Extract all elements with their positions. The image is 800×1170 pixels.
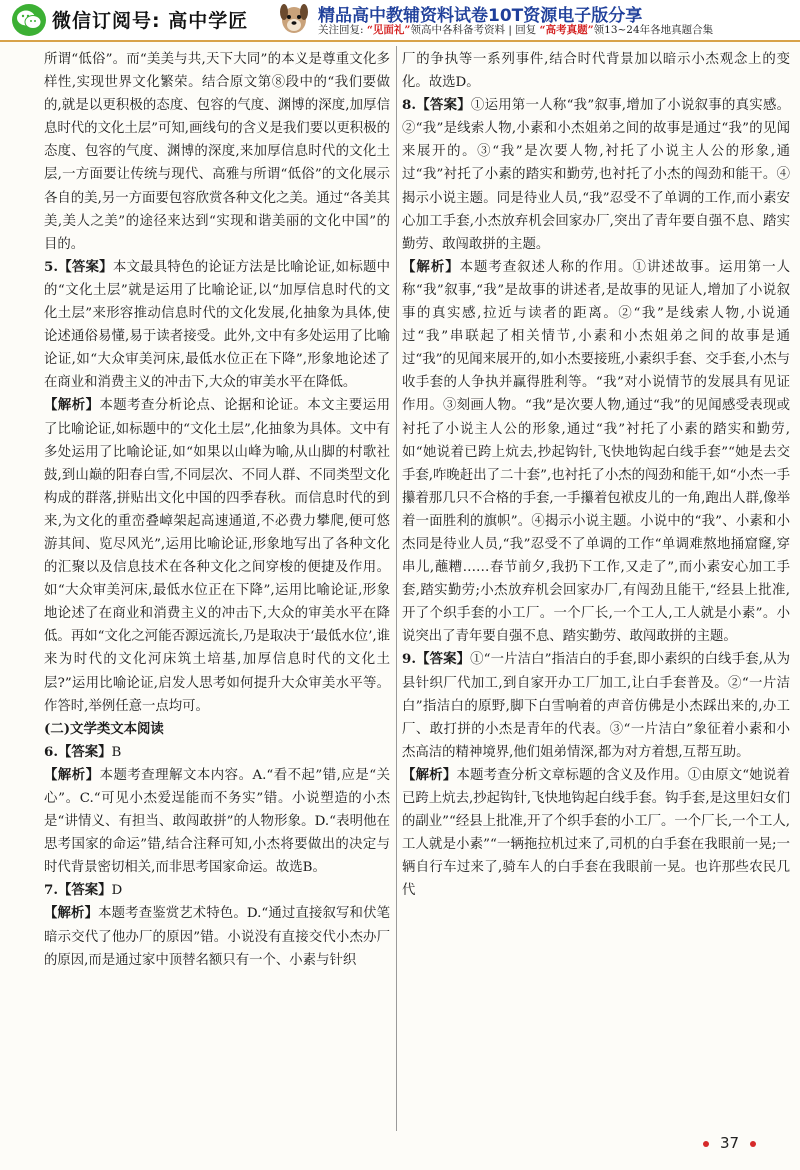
analysis-6: 【解析】本题考查理解文本内容。A.“看不起”错,应是“关心”。C.“可见小杰爱逞能而不务实”错。小说塑造的小杰是“讲情义、有担当、敢闯敢拼”的人物形象。D.“表明他在思考国家的命运”错,结合注释可知,小杰将要做出的决定与时代背景密切相关,而非思考国家命运。故选B。 — [44, 766, 390, 876]
section-heading: (二)文学类文本阅读 — [44, 720, 164, 737]
page-header — [0, 0, 800, 42]
paragraph: 厂的争执等一系列事件,结合时代背景加以暗示小杰观念上的变化。故选D。 — [402, 52, 790, 91]
answer-8: 8.【答案】①运用第一人称“我”叙事,增加了小说叙事的真实感。②“我”是线索人物,小素和小杰姐弟之间的故事是通过“我”的见闻来展开的。③“我”是次要人物,衬托了小说主人公的形象,通过“我”衬托了小素的踏实和勤劳,也衬托了小杰的闯劲和能干。④揭示小说主题。同是待业人员,“我”忍受不了单调的工作,而小素安心加工手套,小杰放弃机会回家办厂,突出了青年要自强不息、踏实勤劳、敢闯敢拼的主题。 — [402, 97, 791, 252]
brand-title: 微信订阅号: 高中学匠 — [52, 10, 249, 32]
right-column — [402, 48, 790, 902]
answer-7: 7.【答案】D — [44, 882, 123, 899]
answer-5: 5.【答案】本文最具特色的论证方法是比喻论证,如标题中的“文化土层”就是运用了比喻论证,以“加厚信息时代的文化土层”来形容推动信息时代的文化发展,化抽象为具体,使论述通俗易懂,易于读者接受。此外,文中有多处运用了比喻论证,如“大众审美河床,最低水位正在下降”,形象地论述了在商业和消费主义的冲击下,大众的审美水平在降低。 — [44, 258, 390, 391]
column-divider — [396, 46, 397, 1131]
wechat-logo-icon — [12, 4, 46, 36]
analysis-8: 【解析】本题考查叙述人称的作用。①讲述故事。运用第一人称“我”叙事,“我”是故事的讲述者,是故事的见证人,增加了小说叙事的真实感,拉近与读者的距离。②“我”是线索人物,小说通过“我”串联起了相关情节,小素和小杰姐弟之间的故事是通过“我”的见闻来展开的,如小杰要接班,小素织手套、交手套,小杰与收手套的人争执并赢得胜利等。“我”对小说情节的发展具有见证作用。③刻画人物。“我”是次要人物,通过“我”的见闻感受表现或衬托了小说主人公的形象,通过“我”衬托了小素的踏实和勤劳,如“她说着已跨上炕去,抄起钩针,飞快地钩起白线手套”“她是去交手套,咋晚赶出了二十套”,也衬托了小杰的闯劲和能干,如“小杰一手攥着那几只不合格的手套,一手攥着包袱皮儿的一角,跑出人群,像举着一面胜利的旗帜”。④揭示小说主题。小说中的“我”、小素和小杰同是待业人员,“我”忍受不了单调的工作“单调难熬地捅窟窿,穿串儿,蘸糟……春节前夕,我扔下工作,又走了”,而小素安心加工手套,踏实勤劳;小杰放弃机会回家办厂,有闯劲且能干,“经县上批准,开了个织手套的小工厂。一个厂长,一个工人,工人就是小素”。小说突出了青年要自强不息、踏实勤劳、敢闯敢拼的主题。 — [402, 258, 791, 645]
paragraph: 所谓“低俗”。而“美美与共,天下大同”的本义是尊重文化多样性,实现世界文化繁荣。结合原文第⑧段中的“我们要做的,就是以更积极的态度、包容的气度、渊博的深度,加厚信息时代的文化土层”可知,画线句的含义是我们要以更积极的态度、包容的气度、渊博的深度,来加厚信息时代的文化土层,一方面要让传统与现代、高雅与所谓“低俗”的文化展示各自的美,另一方面要包容欣赏各种文化之美。通过“各美其美,美人之美”的途径来达到“实现和谐美丽的文化中国”的目的。 — [44, 52, 390, 252]
dog-mascot-icon — [276, 0, 312, 38]
analysis-7: 【解析】本题考查鉴赏艺术特色。D.“通过直接叙写和伏笔暗示交代了他办厂的原因”错。小说没有直接交代小杰办厂的原因,而是通过家中顶替名额只有一个、小素与针织 — [44, 905, 391, 968]
page-number: 37 — [720, 1134, 740, 1152]
header-promo-subtitle: 关注回复: “见面礼”领高中各科备考资料 | 回复 “高考真题”领13~24年各地真题合集 — [318, 24, 714, 36]
header-promo-title: 精品高中教辅资料试卷10T资源电子版分享 — [318, 6, 643, 26]
page-dot-right — [750, 1141, 756, 1147]
answer-6: 6.【答案】B — [44, 743, 122, 760]
answer-9: 9.【答案】①“一片洁白”指洁白的手套,即小素织的白线手套,从为县针织厂代加工,到自家开办工厂加工,让白手套普及。②“一片洁白”指洁白的原野,脚下白雪响着的声音仿佛是小杰踩出来的,办工厂、敢打拼的小杰是青年的代表。③“一片洁白”象征着小素和小杰高洁的精神境界,他们姐弟情深,都为对方着想,互帮互助。 — [402, 651, 790, 760]
analysis-9: 【解析】本题考查分析文章标题的含义及作用。①由原文“她说着已跨上炕去,抄起钩针,飞快地钩起白线手套。钩手套,是这里妇女们的副业”“经县上批准,开了个织手套的小工厂。一个厂长,一个工人,工人就是小素”“一辆拖拉机过来了,司机的白手套在我眼前一晃;一辆自行车过来了,骑车人的白手套在我眼前一晃。也许那些农民几代 — [402, 766, 791, 899]
analysis-5: 【解析】本题考查分析论点、论据和论证。本文主要运用了比喻论证,如标题中的“文化土层”,化抽象为具体。文中有多处运用了比喻论证,如“如果以山峰为喻,从山脚的村歌社鼓,到山巅的阳春白雪,不同层次、不同人群、不同类型文化构成的群落,拼贴出文化中国的四季春秋。而信息时代的到来,为文化的重峦叠嶂架起高速通道,不必费力攀爬,便可悠游其间、览尽风光”,运用比喻论证,形象地写出了各种文化的汇聚以及信息技术在各种文化之间穿梭的便捷及作用。如“大众审美河床,最低水位正在下降”,运用比喻论证,形象地论述了在商业和消费主义的冲击下,大众的审美水平在降低。再如“文化之河能否源远流长,乃是取决于‘最低水位’,谁来为时代的文化河床筑土培基,加厚信息时代的文化土层?”运用比喻论证,启发人思考如何提升大众审美水平等。作答时,举例任意一点均可。 — [44, 397, 391, 714]
page-dot-left — [703, 1141, 709, 1147]
left-column — [44, 48, 390, 972]
